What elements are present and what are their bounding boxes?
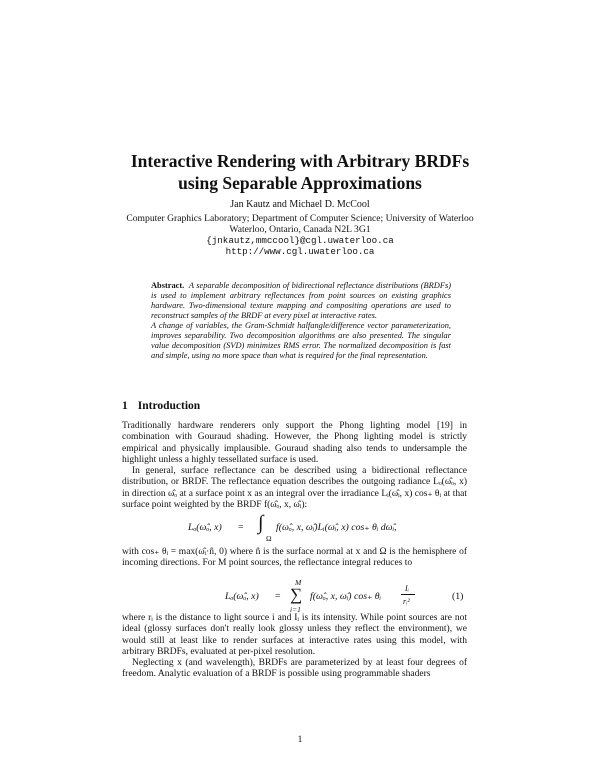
eq-integral-domain: Ω — [266, 534, 272, 543]
eq-integral-sign: ∫ — [258, 512, 264, 534]
eq1-sum-lower: i=1 — [290, 605, 301, 614]
eq1-lhs: Lₒ(ω̂ₒ, x) — [225, 591, 259, 602]
body-paragraph-3: with cos₊ θᵢ = max(ω̂ᵢ·n̂, 0) where n̂ is the surface normal at x and Ω is the hemisphere of incoming directions. For M point sources, the reflectance integral reduces to — [122, 547, 467, 569]
body-text-block-1 — [122, 421, 467, 511]
eq-integral-equals: = — [238, 522, 244, 533]
eq1-rhs: f(ω̂ₒ, x, ω̂ᵢ) cos₊ θᵢ — [310, 591, 382, 602]
authors: Jan Kautz and Michael D. McCool — [230, 199, 370, 210]
eq1-sum-upper: M — [295, 578, 302, 587]
eq1-fraction-bar — [401, 594, 415, 595]
affiliation-line2: Waterloo, Ontario, Canada N2L 3G1 — [229, 224, 371, 235]
eq1-number: (1) — [452, 591, 464, 602]
url: http://www.cgl.uwaterloo.ca — [225, 246, 375, 257]
body-text-block-3 — [122, 613, 467, 681]
body-paragraph-2: In general, surface reflectance can be described using a bidirectional reflectance distribution, or BRDF. The reflectance equation describes the outgoing radiance Lₒ(ω̂ₒ, x) in direction ω̂ₒ at a surface point x as an integral over the irradiance Lᵢ(ω̂ᵢ, x) cos₊ θᵢ at that surface point weighted by the BRDF f(ω̂ₒ, x, ω̂ᵢ): — [122, 466, 467, 511]
eq1-sum-sign: ∑ — [290, 585, 303, 604]
abstract-paragraph-1: A separable decomposition of bidirectional reflectance distributions (BRDFs) is used to implement arbitrary reflectances from point sources on existing graphics hardware. Two-dimensional texture mapping and compositing operations are used to reconstruct samples of the BRDF at every pixel at interactive rates. — [151, 281, 451, 320]
abstract-label: Abstract. — [151, 281, 185, 290]
eq-integral-lhs: Lₒ(ω̂ₒ, x) — [188, 522, 222, 533]
eq1-fraction-numerator: Iᵢ — [405, 584, 409, 593]
equation-integral — [122, 514, 467, 544]
affiliation-line1: Computer Graphics Laboratory; Department of Computer Science; University of Waterloo — [126, 213, 474, 224]
body-paragraph-4: where rᵢ is the distance to light source i and Iᵢ is its intensity. While point sources are not ideal (glossy surfaces don't really look glossy unless they reflect the environment), we would still at least like to render surfaces at interactive rates using this model, with arbitrary BRDFs, evaluated at per-pixel resolution. — [122, 613, 467, 657]
section-heading — [122, 400, 200, 412]
abstract-paragraph-2: A change of variables, the Gram-Schmidt halfangle/difference vector parameterization, improves separability. Two decomposition algorithms are also presented. The singular value decomposition (SVD) minimizes RMS error. The normalized decomposition is fast and simple, using no more space than what is required for the final representation. — [151, 321, 451, 360]
body-paragraph-5: Neglecting x (and wavelength), BRDFs are parameterized by at least four degrees of freedom. Analytic evaluation of a BRDF is possible using programmable shaders — [122, 658, 467, 680]
section-title: Introduction — [137, 400, 201, 412]
body-paragraph-1: Traditionally hardware renderers only support the Phong lighting model [19] in combination with Gouraud shading. However, the Phong lighting model is strictly empirical and physically implausible. Gouraud shading also tends to undersample the highlight unless a highly tessellated surface is used. — [122, 421, 467, 465]
eq-integral-rhs: f(ω̂ₒ, x, ω̂ᵢ)Lᵢ(ω̂ᵢ, x) cos₊ θᵢ dω̂ᵢ, — [276, 522, 397, 533]
equation-1 — [122, 576, 467, 614]
eq1-equals: = — [275, 591, 281, 602]
eq1-fraction-denominator: rᵢ² — [403, 597, 410, 606]
body-text-block-2 — [122, 547, 467, 570]
page-number: 1 — [297, 735, 303, 745]
email: {jnkautz,mmccool}@cgl.uwaterloo.ca — [206, 235, 394, 246]
paper-title-line1: Interactive Rendering with Arbitrary BRDFs — [130, 151, 470, 171]
section-number: 1 — [122, 400, 128, 412]
paper-title-line2: using Separable Approximations — [178, 173, 422, 193]
abstract — [151, 281, 451, 361]
